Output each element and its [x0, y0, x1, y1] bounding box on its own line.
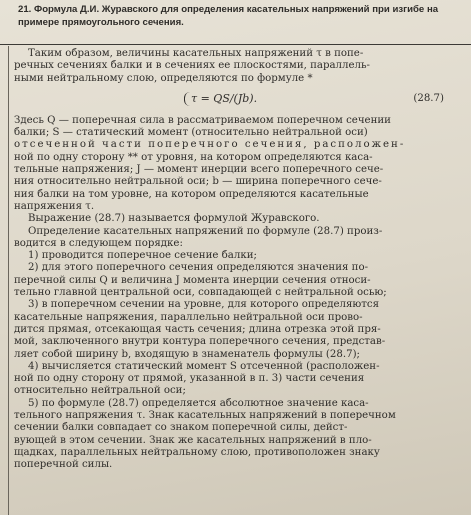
step-line: перечной силы Q и величина J момента инерции сечения относи-: [14, 274, 371, 286]
explanation-line: ной по одну сторону ** от уровня, на котором определяются каса-: [14, 151, 373, 163]
step-line: тельного напряжения τ. Знак касательных напряжений в поперечном: [14, 410, 396, 422]
zhuravsky-formula: τ = QS/(Jb).: [184, 92, 263, 106]
step-line: касательные напряжения, параллельно нейтральной оси прово-: [14, 311, 363, 323]
procedure-intro-line: водится в следующем порядке:: [14, 237, 183, 249]
explanation-line: ния относительно нейтральной оси; b — ширина поперечного сече-: [14, 176, 382, 188]
equation-number: (28.7): [413, 92, 444, 104]
explanation-line: балки; S — статический момент (относительно нейтральной оси): [14, 127, 368, 139]
step-line: относительно нейтральной оси;: [14, 385, 186, 397]
step-line: вующей в этом сечении. Знак же касательных напряжений в пло-: [14, 434, 372, 446]
formula-naming: Выражение (28.7) называется формулой Журавского.: [28, 213, 320, 225]
section-title: 21. Формула Д.И. Журавского для определения касательных напряжений при изгибе на примере прямоугольного сечения.: [18, 4, 439, 28]
step-line: сечении балки совпадает со знаком поперечной силы, дейст-: [14, 422, 348, 434]
step-line: ляет собой ширину b, входящую в знаменатель формулы (28.7);: [14, 348, 360, 360]
procedure-intro-line: Определение касательных напряжений по формуле (28.7) произ-: [28, 225, 383, 237]
step-line: щадках, параллельных нейтральному слою, противоположен знаку: [14, 446, 380, 458]
document-body: [14, 48, 452, 472]
explanation-line: отсеченной части поперечного сечения, расположен-: [14, 139, 406, 151]
step-line: 2) для этого поперечного сечения определяются значения по-: [28, 262, 369, 274]
intro-line: речных сечениях балки и в сечениях ее плоскостями, параллель-: [14, 60, 370, 72]
formula-row: [14, 87, 452, 111]
step-line: поперечной силы.: [14, 459, 113, 471]
intro-line: Таким образом, величины касательных напряжений τ в попе-: [28, 48, 364, 59]
margin-line: [8, 46, 9, 515]
step-line: 3) в поперечном сечении на уровне, для которого определяются: [28, 299, 380, 311]
step-line: тельно главной центральной оси, совпадающей с нейтральной осью;: [14, 287, 387, 299]
step-line: 5) по формуле (28.7) определяется абсолютное значение каса-: [28, 397, 369, 409]
step-line: 4) вычисляется статический момент S отсеченной (расположен-: [28, 360, 380, 372]
explanation-line: Здесь Q — поперечная сила в рассматриваемом поперечном сечении: [14, 114, 391, 126]
step-line: мой, заключенного внутри контура поперечного сечения, представ-: [14, 336, 386, 348]
step-line: дится прямая, отсекающая часть сечения; длина отрезка этой пря-: [14, 323, 381, 335]
explanation-line: тельные напряжения; J — момент инерции всего поперечного сече-: [14, 164, 384, 176]
explanation-line: ния балки на том уровне, на котором определяются касательные: [14, 188, 369, 200]
step-line: ной по одну сторону от прямой, указанной в п. 3) части сечения: [14, 373, 365, 385]
section-header: [0, 0, 471, 45]
intro-line: ными нейтральному слою, определяются по формуле *: [14, 72, 313, 84]
explanation-line: напряжения τ.: [14, 200, 95, 212]
step-line: 1) проводится поперечное сечение балки;: [28, 250, 257, 262]
